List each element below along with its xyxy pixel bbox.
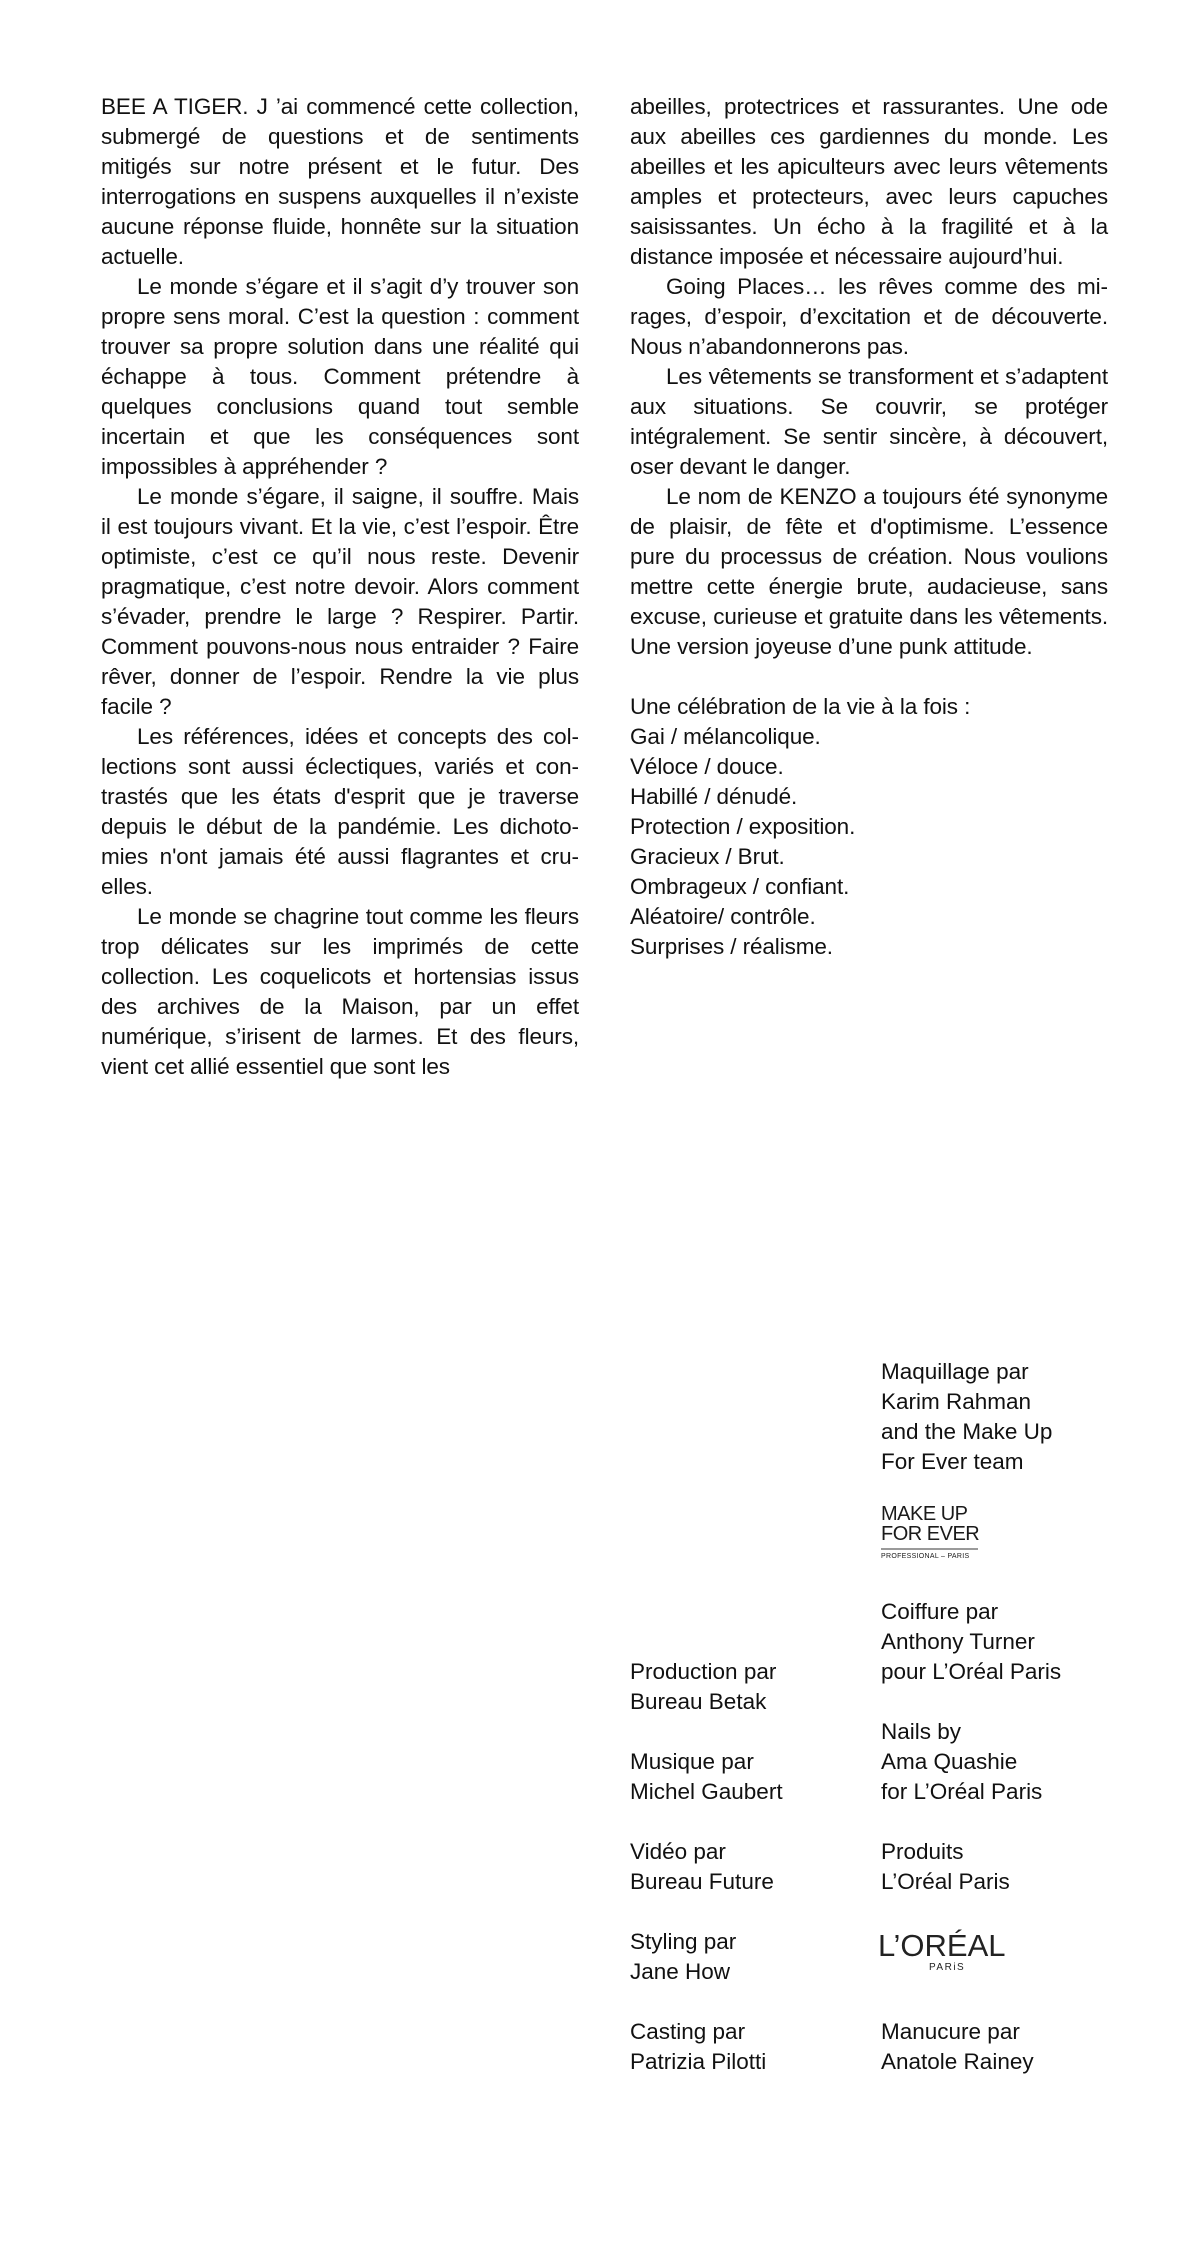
credit-name: for L’Oréal Paris [881,1779,1043,1804]
credit-role: Manucure par [881,2019,1020,2044]
paragraph: Le monde s’égare et il s’agit d’y trouver son propre sens moral. C’est la question : comment trouver sa propre solution dans une réalité qui échappe à tous. Comment prétendre à quelques conclusions quand tout semble incertain et que les conséquences sont impossibles à appréhender ? [101,274,579,479]
paragraph: Going Places… les rêves comme des mirages, d’espoir, d’excitation et de découverte. Nous n’abandonnerons pas. [630,274,1108,359]
credit-video [630,1837,774,1897]
credit-role: Musique par [630,1749,754,1774]
list-item: Surprises / réalisme. [630,934,833,959]
article-column-left [101,92,579,1082]
list-item: Véloce / douce. [630,754,784,779]
paragraph: Les références, idées et concepts des collections sont aussi éclectiques, variés et contrastés que les états d'esprit que je traverse depuis le début de la pandémie. Les dichotomies n'ont jamais été aussi flagrantes et cruelles. [101,724,579,899]
paragraph: Le monde se chagrine tout comme les fleurs trop délicates sur les imprimés de cette collection. Les coquelicots et hortensias issus des archives de la Maison, par un effet numérique, s’irisent de larmes. Et des fleurs, vient cet allié essentiel que sont les [101,904,579,1079]
credit-name: Michel Gaubert [630,1779,783,1804]
list-item: Habillé / dénudé. [630,784,798,809]
credit-name: Patrizia Pilotti [630,2049,767,2074]
credit-name: and the Make Up [881,1419,1053,1444]
credit-name: pour L’Oréal Paris [881,1659,1062,1684]
credit-role: Vidéo par [630,1839,726,1864]
list-item: Aléatoire/ contrôle. [630,904,816,929]
paragraph: Le monde s’égare, il saigne, il souffre. Mais il est toujours vivant. Et la vie, c’est l’espoir. Être optimiste, c’est ce qu’il nous reste. Devenir pragmatique, c’est notre devoir. Alors comment s’évader, prendre le large ? Respirer. Partir. Comment pouvons-nous nous entraider ? Faire rêver, donner de l’espoir. Rendre la vie plus facile ? [101,484,579,719]
credit-name: Bureau Betak [630,1689,767,1714]
credit-role: Styling par [630,1929,737,1954]
paragraph: BEE A TIGER. J ’ai commencé cette collection, submergé de questions et de sentiments mitigés sur notre présent et le futur. Des interrogations en suspens auxquelles il n’existe aucune réponse fluide, honnête sur la situation actuelle. [101,94,579,269]
credit-makeup [881,1357,1052,1477]
credit-nails [881,1717,1042,1807]
paragraph: Le nom de KENZO a toujours été synonyme de plaisir, de fête et d'optimisme. L’essence pure du processus de création. Nous voulions mettre cette énergie brute, audacieuse, sans excuse, curieuse et gratuite dans les vêtements. Une version joyeuse d’une punk attitude. [630,484,1108,659]
logo-tagline: PARiS [929,1962,966,1973]
credit-role: Casting par [630,2019,746,2044]
paragraph: abeilles, protectrices et rassurantes. Une ode aux abeilles ces gardiennes du monde. Les abeilles et les apiculteurs avec leurs vêtements amples et protecteurs, avec leurs capuches saisissantes. Un écho à la fragilité et à la distance imposée et nécessaire aujourd’hui. [630,94,1108,269]
credit-manicure [881,2017,1034,2077]
credit-music [630,1747,783,1807]
credit-role: Nails by [881,1719,962,1744]
credit-role: Maquillage par [881,1359,1029,1384]
credit-products [881,1837,1010,1897]
logo-line: MAKE UP [881,1503,968,1525]
logo-tagline: PROFESSIONAL – PARIS [881,1553,970,1560]
credit-name: Jane How [630,1959,731,1984]
paragraph: Les vêtements se transforment et s’adaptent aux situations. Se couvrir, se protéger intégralement. Se sentir sincère, à découvert, oser devant le danger. [630,364,1108,479]
credit-name: Bureau Future [630,1869,774,1894]
credit-name: Ama Quashie [881,1749,1018,1774]
logo-rule [881,1548,978,1550]
credit-name: Karim Rahman [881,1389,1032,1414]
credit-role: Production par [630,1659,777,1684]
list-item: Gracieux / Brut. [630,844,785,869]
credit-name: Anatole Rainey [881,2049,1034,2074]
make-up-for-ever-logo [881,1504,981,1560]
credit-production [630,1657,776,1717]
loreal-paris-logo [878,1930,1038,1974]
credit-name: For Ever team [881,1449,1024,1474]
article-column-right [630,92,1108,962]
credit-role: Produits [881,1839,964,1864]
list-item: Gai / mélancolique. [630,724,821,749]
credit-role: Coiffure par [881,1599,999,1624]
list-item: Protection / exposition. [630,814,856,839]
credit-styling [630,1927,736,1987]
credit-name: L’Oréal Paris [881,1869,1010,1894]
credit-casting [630,2017,766,2077]
credit-name: Anthony Turner [881,1629,1035,1654]
logo-wordmark: L’ORÉAL [878,1928,1006,1963]
logo-line: FOR EVER [881,1523,980,1545]
credit-hair [881,1597,1061,1687]
celebration-intro: Une célébration de la vie à la fois : [630,694,971,719]
list-item: Ombrageux / confiant. [630,874,850,899]
celebration-list [630,692,1108,962]
